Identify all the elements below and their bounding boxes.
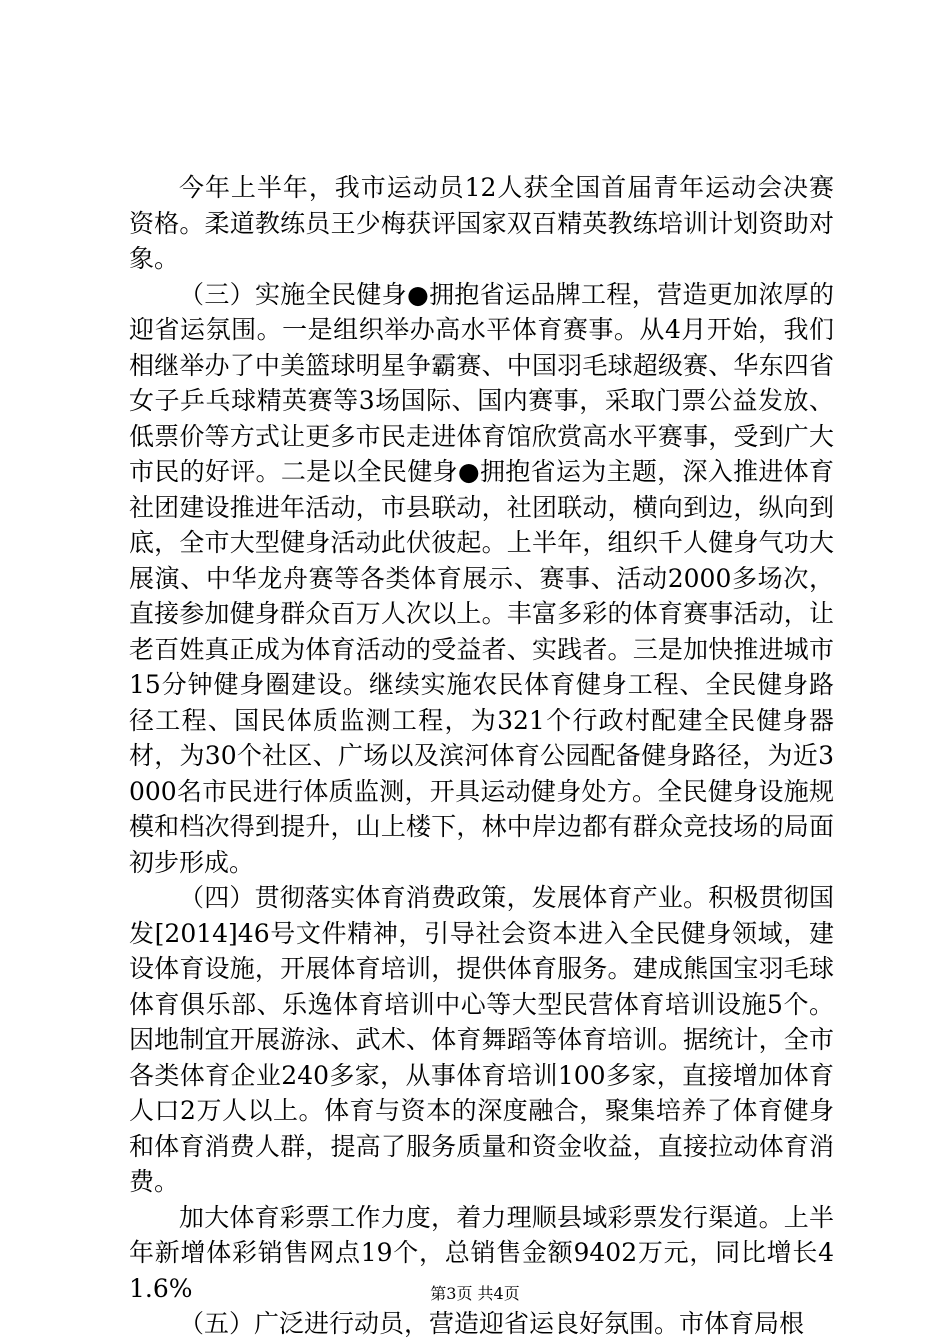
paragraph-fitness-brand-project: （三）实施全民健身●拥抱省运品牌工程，营造更加浓厚的迎省运氛围。一是组织举办高水平体育赛事。从4月开始，我们相继举办了中美篮球明星争霸赛、中国羽毛球超级赛、华东四省女子乒乓球精英赛等3场国际、国内赛事，采取门票公益发放、低票价等方式让更多市民走进体育馆欣赏高水平赛事，受到广大市民的好评。二是以全民健身●拥抱省运为主题，深入推进体育社团建设推进年活动，市县联动，社团联动，横向到边，纵向到底，全市大型健身活动此伏彼起。上半年，组织千人健身气功大展演、中华龙舟赛等各类体育展示、赛事、活动2000多场次，直接参加健身群众百万人次以上。丰富多彩的体育赛事活动，让老百姓真正成为体育活动的受益者、实践者。三是加快推进城市15分钟健身圈建设。继续实施农民体育健身工程、全民健身路径工程、国民体质监测工程，为321个行政村配建全民健身器材，为30个社区、广场以及滨河体育公园配备健身路径，为近3000名市民进行体质监测，开具运动健身处方。全民健身设施规模和档次得到提升，山上楼下，林中岸边都有群众竞技场的局面初步形成。 <box>129 279 834 877</box>
paragraph-mobilization: （五）广泛进行动员，营造迎省运良好氛围。市体育局根 <box>179 1309 805 1338</box>
paragraph-sports-consumption: （四）贯彻落实体育消费政策，发展体育产业。积极贯彻国发[2014]46号文件精神，引导社会资本进入全民健身领域，建设体育设施，开展体育培训，提供体育服务。建成熊国宝羽毛球体育俱乐部、乐逸体育培训中心等大型民营体育培训设施5个。因地制宜开展游泳、武术、体育舞蹈等体育培训。据统计，全市各类体育企业240多家，从事体育培训100多家，直接增加体育人口2万人以上。体育与资本的深度融合，聚集培养了体育健身和体育消费人群，提高了服务质量和资金收益，直接拉动体育消费。 <box>129 883 834 1196</box>
document-body <box>129 170 834 1342</box>
paragraph-sports-lottery: 加大体育彩票工作力度，着力理顺县域彩票发行渠道。上半年新增体彩销售网点19个，总销售金额9402万元，同比增长41.6% <box>129 1202 834 1303</box>
page-footer: 第3页 共4页 <box>430 1284 520 1303</box>
paragraph-athletes-qualification: 今年上半年，我市运动员12人获全国首届青年运动会决赛资格。柔道教练员王少梅获评国家双百精英教练培训计划资助对象。 <box>129 173 834 273</box>
